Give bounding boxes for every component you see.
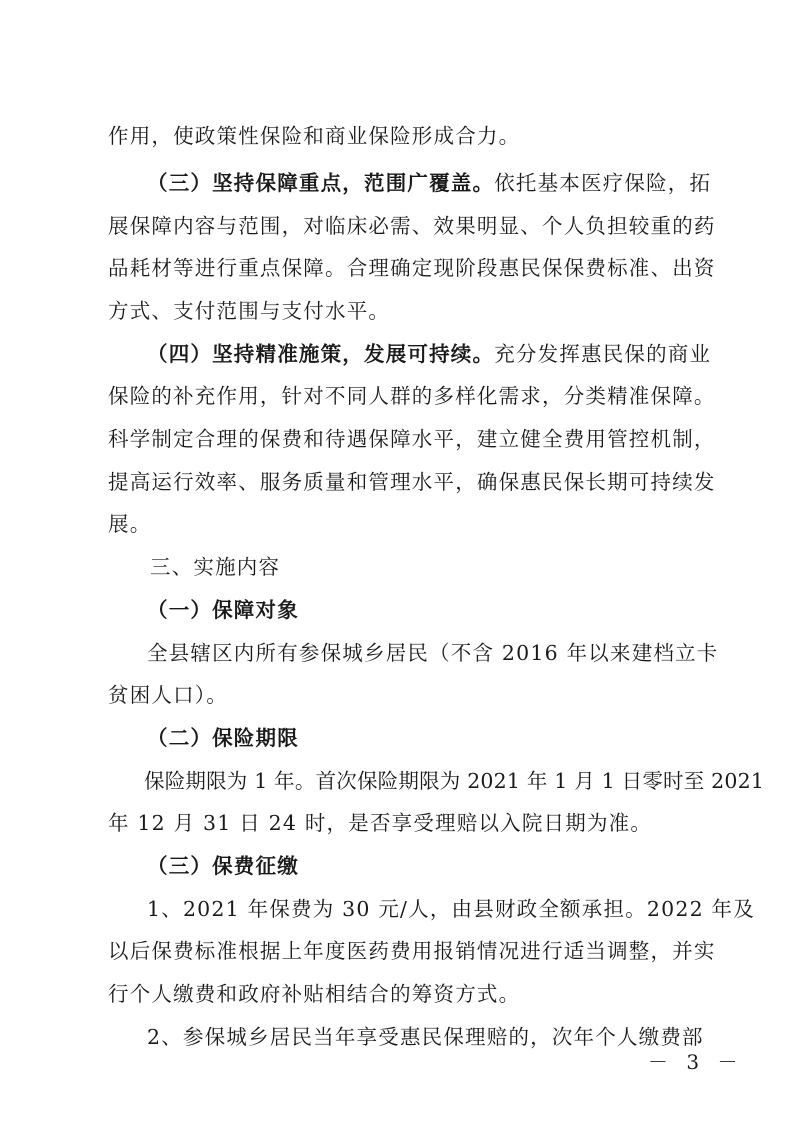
paragraph-line: 展。 (108, 512, 152, 536)
paragraph-line: 作用，使政策性保险和商业保险形成合力。 (108, 124, 521, 148)
paragraph-line: 全县辖区内所有参保城乡居民（不含 2016 年以来建档立卡 (147, 641, 719, 665)
paragraph-text: 依托基本医疗保险，拓 (494, 171, 712, 195)
paragraph-line: 贫困人口）。 (108, 683, 228, 707)
paragraph-line (147, 171, 712, 195)
paragraph-line: 以后保费标准根据上年度医药费用报销情况进行适当调整，并实 (108, 939, 716, 963)
paragraph-line: 保险的补充作用，针对不同人群的多样化需求，分类精准保障。 (108, 384, 716, 408)
paragraph-line: 行个人缴费和政府补贴相结合的筹资方式。 (108, 982, 521, 1006)
page-number: － 3 － (648, 1050, 744, 1074)
subsection-heading: （一）保障对象 (147, 598, 299, 622)
paragraph-line (147, 342, 712, 366)
paragraph-line: 提高运行效率、服务质量和管理水平，确保惠民保长期可持续发 (108, 470, 716, 494)
paragraph-heading: （三）坚持保障重点，范围广覆盖。 (147, 171, 495, 195)
paragraph-line: 科学制定合理的保费和待遇保障水平，建立健全费用管控机制， (108, 427, 716, 451)
paragraph-line: 年 12 月 31 日 24 时，是否享受理赔以入院日期为准。 (108, 811, 653, 835)
paragraph-line: 保险期限为 1 年。首次保险期限为 2021 年 1 月 1 日零时至 2021 (144, 769, 765, 793)
paragraph-line: 展保障内容与范围，对临床必需、效果明显、个人负担较重的药 (108, 214, 716, 238)
subsection-heading: （二）保险期限 (147, 726, 299, 750)
paragraph-text: 充分发挥惠民保的商业 (494, 342, 712, 366)
paragraph-line: 品耗材等进行重点保障。合理确定现阶段惠民保保费标准、出资 (108, 256, 716, 280)
section-heading: 三、实施内容 (150, 555, 281, 579)
subsection-heading: （三）保费征缴 (147, 854, 299, 878)
paragraph-line: 1、2021 年保费为 30 元/人，由县财政全额承担。2022 年及 (147, 897, 755, 921)
paragraph-line: 方式、支付范围与支付水平。 (108, 299, 391, 323)
paragraph-heading: （四）坚持精准施策，发展可持续。 (147, 342, 495, 366)
paragraph-line: 2、参保城乡居民当年享受惠民保理赔的，次年个人缴费部 (147, 1025, 704, 1049)
